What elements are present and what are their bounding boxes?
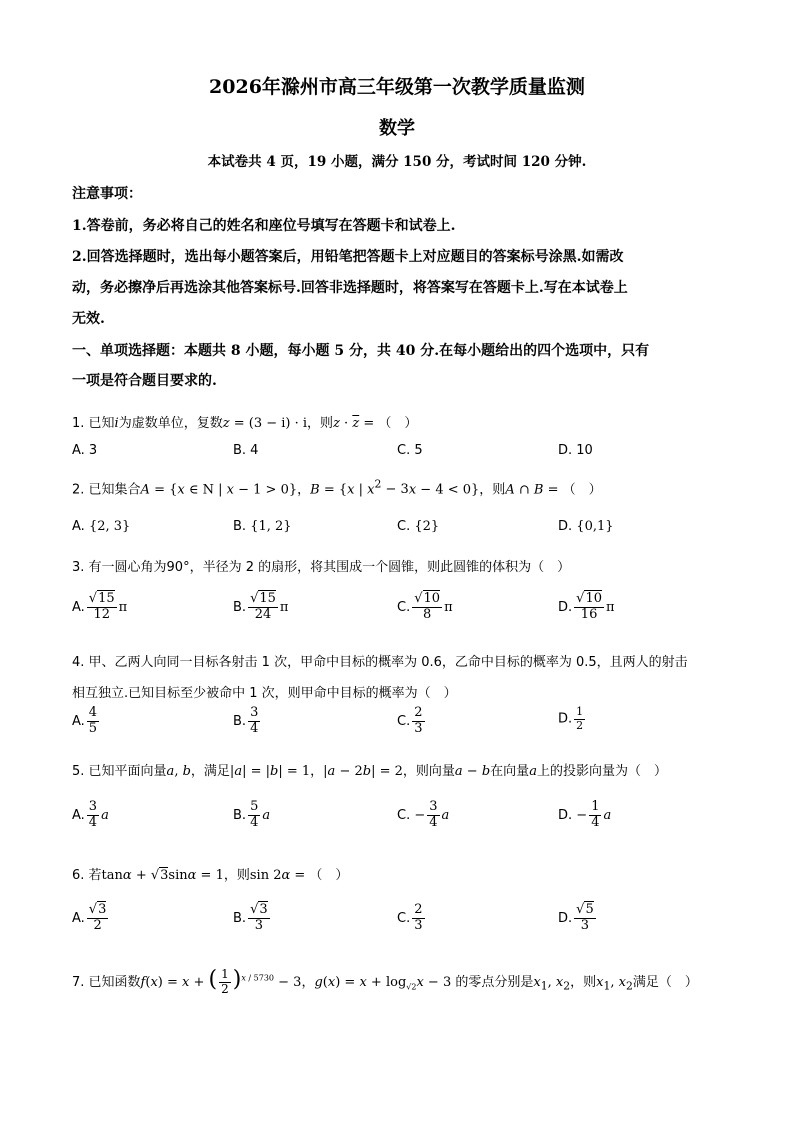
question-2-option-c: C. {2} <box>397 519 440 534</box>
question-5-option-b: B. $\frac{5}{4}$ a <box>233 799 271 830</box>
question-6-option-a: A. $\frac{√3}{2}$ <box>72 902 107 933</box>
question-1-stem: 1. 已知i为虚数单位，复数z = (3 − i) · i，则$z \cdot \overline{z}$ = （ ） <box>72 416 418 431</box>
exam-info: 本试卷共 4 页，19 小题，满分 150 分，考试时间 120 分钟. <box>207 154 587 170</box>
question-6-option-c: C. $\frac{2}{3}$ <box>397 902 423 933</box>
question-7-stem: 7. 已知函数f(x) = x + ( $\frac{1}{2}$ )$^{x / 5730}$ − 3，$g(x) = x + \log_{√2}x - 3$ 的零点分别是$x_1$, $x_2$，则$x_1$, $x_2$满足（ ） <box>72 967 698 996</box>
question-4-option-b: B. $\frac{3}{4}$ <box>233 705 259 736</box>
question-1-option-a: A. 3 <box>72 443 98 458</box>
notes-item-2-line-2: 动，务必擦净后再选涂其他答案标号.回答非选择题时，将答案写在答题卡上.写在本试卷上 <box>72 280 628 296</box>
question-3-stem: 3. 有一圆心角为90°，半径为 2 的扇形，将其围成一个圆锥，则此圆锥的体积为（ ） <box>72 560 571 575</box>
question-2-option-d: D. {0,1} <box>558 519 614 534</box>
question-1-option-d: D. 10 <box>558 443 593 458</box>
question-2-option-a: A. {2, 3} <box>72 519 131 534</box>
question-1-option-c: C. 5 <box>397 443 423 458</box>
question-4-option-c: C. $\frac{2}{3}$ <box>397 705 423 736</box>
question-6-option-d: D. $\frac{√5}{3}$ <box>558 902 594 933</box>
notes-item-2-line-3: 无效. <box>72 311 105 327</box>
question-3-option-b: B. $\frac{√15}{24}$ π <box>233 591 289 622</box>
subject-title: 数学 <box>379 118 415 139</box>
notes-item-2-line-1: 2.回答选择题时，选出每小题答案后，用铅笔把答题卡上对应题目的答案标号涂黑.如需改 <box>72 249 624 265</box>
question-6-stem: 6. 若tanα + √3sinα = 1，则sin 2α = （ ） <box>72 868 349 883</box>
question-5-option-a: A. $\frac{3}{4}$ a <box>72 799 109 830</box>
question-3-option-a: A. $\frac{√15}{12}$ π <box>72 591 128 622</box>
question-2-stem: 2. 已知集合A = {x ∈ N | x − 1 > 0}，B = {x | $x^2 - 3x - 4 < 0$}，则A ∩ B = （ ） <box>72 478 602 498</box>
question-5-option-d: D. − $\frac{1}{4}$ a <box>558 799 612 830</box>
section-heading-line-2: 一项是符合题目要求的. <box>72 373 217 389</box>
exam-title: 2026年滁州市高三年级第一次教学质量监测 <box>209 76 585 98</box>
question-1-option-b: B. 4 <box>233 443 259 458</box>
question-5-option-c: C. − $\frac{3}{4}$ a <box>397 799 450 830</box>
question-4-line-2: 相互独立.已知目标至少被命中 1 次，则甲命中目标的概率为（ ） <box>72 686 457 701</box>
question-2-option-b: B. {1, 2} <box>233 519 292 534</box>
question-6-option-b: B. $\frac{√3}{3}$ <box>233 902 268 933</box>
notes-item-1: 1.答卷前，务必将自己的姓名和座位号填写在答题卡和试卷上. <box>72 218 456 234</box>
question-4-option-a: A. $\frac{4}{5}$ <box>72 705 98 736</box>
notes-heading: 注意事项： <box>72 186 142 202</box>
question-3-option-d: D. $\frac{√10}{16}$ π <box>558 591 615 622</box>
question-4-line-1: 4. 甲、乙两人向同一目标各射击 1 次，甲命中目标的概率为 0.6，乙命中目标的概率为 0.5，且两人的射击 <box>72 655 688 670</box>
section-heading-line-1: 一、单项选择题：本题共 8 小题，每小题 5 分，共 40 分.在每小题给出的四个选项中，只有 <box>72 343 650 359</box>
question-4-option-d: D. $\frac{1}{2}$ <box>558 705 584 732</box>
question-5-stem: 5. 已知平面向量a, b，满足|a| = |b| = 1，|a − 2b| = 2，则向量a − b在向量a上的投影向量为（ ） <box>72 764 667 779</box>
question-3-option-c: C. $\frac{√10}{8}$ π <box>397 591 453 622</box>
